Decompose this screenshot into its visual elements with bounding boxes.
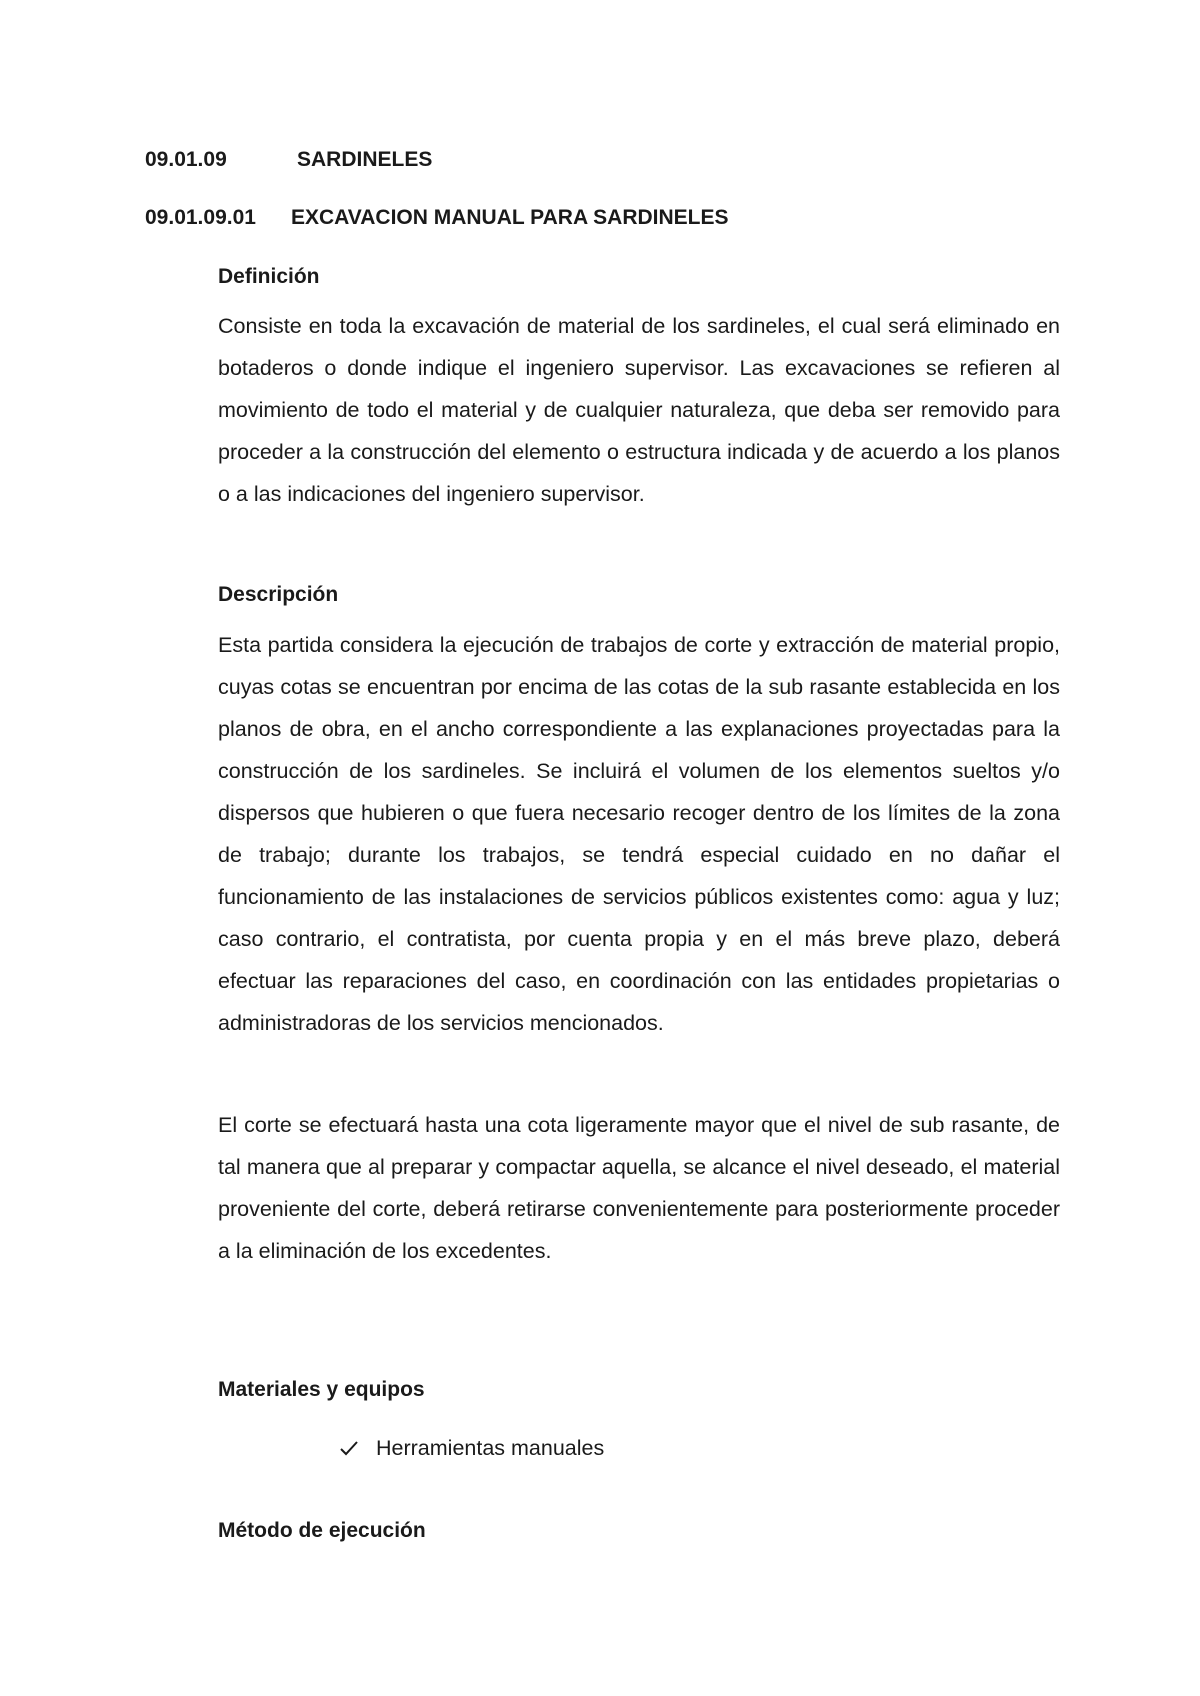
subsection-title: EXCAVACION MANUAL PARA SARDINELES <box>291 206 729 229</box>
section-title: SARDINELES <box>297 148 433 171</box>
descripcion-paragraph-2: El corte se efectuará hasta una cota ligeramente mayor que el nivel de sub rasante, de tal manera que al preparar y compactar aquella, se alcance el nivel deseado, el material proveniente del corte, deberá retirarse convenientemente para posteriormente proceder a la eliminación de los excedentes. <box>218 1113 1060 1263</box>
checkmark-icon <box>340 1440 358 1456</box>
descripcion-title: Descripción <box>218 583 339 606</box>
subsection-number: 09.01.09.01 <box>145 206 256 229</box>
list-item-label: Herramientas manuales <box>376 1436 605 1460</box>
list-item <box>340 1435 604 1461</box>
descripcion-paragraph-1: Esta partida considera la ejecución de trabajos de corte y extracción de material propio, cuyas cotas se encuentran por encima de las cotas de la sub rasante establecida en los planos de obra, en el ancho correspondiente a las explanaciones proyectadas para la construcción de los sardineles. Se incluirá el volumen de los elementos sueltos y/o dispersos que hubieren o que fuera necesario recoger dentro de los límites de la zona de trabajo; durante los trabajos, se tendrá especial cuidado en no dañar el funcionamiento de las instalaciones de servicios públicos existentes como: agua y luz; caso contrario, el contratista, por cuenta propia y en el más breve plazo, deberá efectuar las reparaciones del caso, en coordinación con las entidades propietarias o administradoras de los servicios mencionados. <box>218 633 1060 1035</box>
subsection-heading-09-01-09-01 <box>145 205 729 231</box>
definicion-title: Definición <box>218 265 320 288</box>
section-heading-09-01-09 <box>145 147 432 173</box>
materiales-title: Materiales y equipos <box>218 1378 425 1401</box>
metodo-title: Método de ejecución <box>218 1519 426 1542</box>
section-number: 09.01.09 <box>145 148 227 171</box>
definicion-paragraph: Consiste en toda la excavación de material de los sardineles, el cual será eliminado en botaderos o donde indique el ingeniero supervisor. Las excavaciones se refieren al movimiento de todo el material y de cualquier naturaleza, que deba ser removido para proceder a la construcción del elemento o estructura indicada y de acuerdo a los planos o a las indicaciones del ingeniero supervisor. <box>218 314 1060 506</box>
